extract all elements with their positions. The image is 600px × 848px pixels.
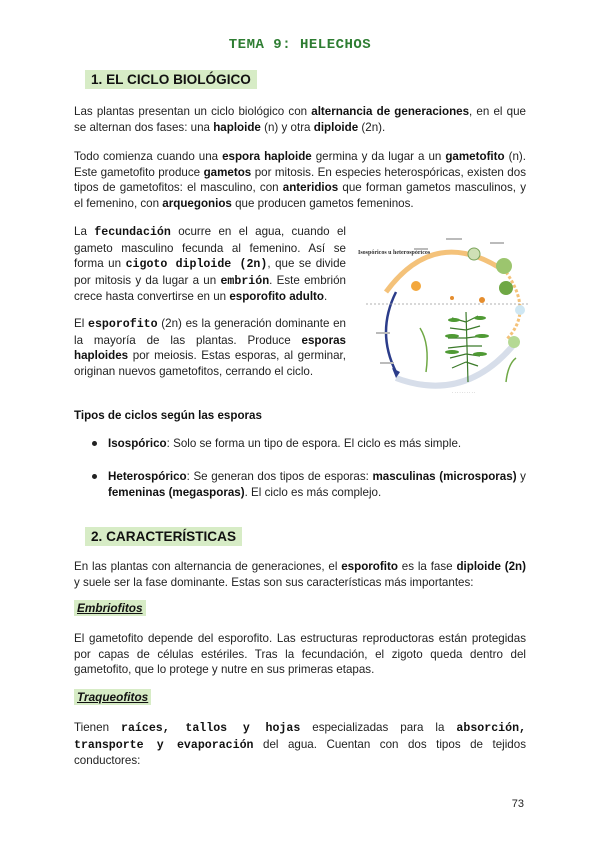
- page-number: 73: [511, 798, 524, 810]
- bullet-dot: [92, 474, 97, 479]
- bullet-isosporico: Isospórico: Solo se forma un tipo de espora. El ciclo es más simple.: [108, 437, 462, 450]
- subheading-traqueofitos: Traqueofitos: [74, 690, 151, 704]
- section-heading-caracteristicas: 2. CARACTERÍSTICAS: [85, 527, 242, 546]
- svg-text:· · · · · · · · · ·: · · · · · · · · · ·: [452, 390, 476, 395]
- paragraph-esporofito: El esporofito (2n) es la generación dominante en la mayoría de las plantas. Produce esporas haploides por meiosis. Estas esporas, al germinar, originan nuevos gametofitos, cerrando el ciclo.: [74, 317, 346, 378]
- types-heading: Tipos de ciclos según las esporas: [74, 409, 262, 422]
- bullet-dot: [92, 441, 97, 446]
- fern-life-cycle-diagram: [356, 232, 532, 398]
- bullet-heterosporico: Heterospórico: Se generan dos tipos de esporas: masculinas (microsporas) y femeninas (megasporas). El ciclo es más complejo.: [108, 470, 526, 499]
- paragraph-embriofitos: El gametofito depende del esporofito. Las estructuras reproductoras están protegidas por capas de células estériles. Tras la fecundación, el zigoto queda dentro del gametofito, que lo protege y nutre en sus primeras etapas.: [74, 632, 526, 677]
- diagram-label-isosporicos: Isospóricos u heterospóricos: [358, 250, 431, 256]
- page-title: TEMA 9: HELECHOS: [228, 37, 372, 53]
- paragraph-caracteristicas-intro: En las plantas con alternancia de generaciones, el esporofito es la fase diploide (2n) y suele ser la fase dominante. Estas son sus características más importantes:: [74, 560, 526, 589]
- paragraph-fecundacion: La fecundación ocurre en el agua, cuando el gameto masculino fecunda al femenino. Así se forma un cigoto diploide (2n), que se divide por mitosis y da lugar a un embrión. Este embrión crece hasta convertirse en un esporofito adulto.: [74, 225, 347, 304]
- paragraph-intro: Las plantas presentan un ciclo biológico con alternancia de generaciones, en el que se alternan dos fases: una haploide (n) y otra diploide (2n).: [74, 105, 526, 134]
- subheading-embriofitos: Embriofitos: [74, 601, 146, 615]
- section-heading-ciclo: 1. EL CICLO BIOLÓGICO: [85, 70, 257, 89]
- paragraph-gametofito: Todo comienza cuando una espora haploide germina y da lugar a un gametofito (n). Este gametofito produce gametos por mitosis. En especies heterospóricas, existen dos tipos de gametofitos: el masculino, con anteridios que forman gametos masculinos, y el femenino, con arquegonios que producen gametos femeninos.: [74, 150, 527, 210]
- paragraph-traqueofitos: Tienen raíces, tallos y hojas especializadas para la absorción, transporte y evaporación del agua. Cuentan con dos tipos de tejidos conductores:: [74, 721, 526, 768]
